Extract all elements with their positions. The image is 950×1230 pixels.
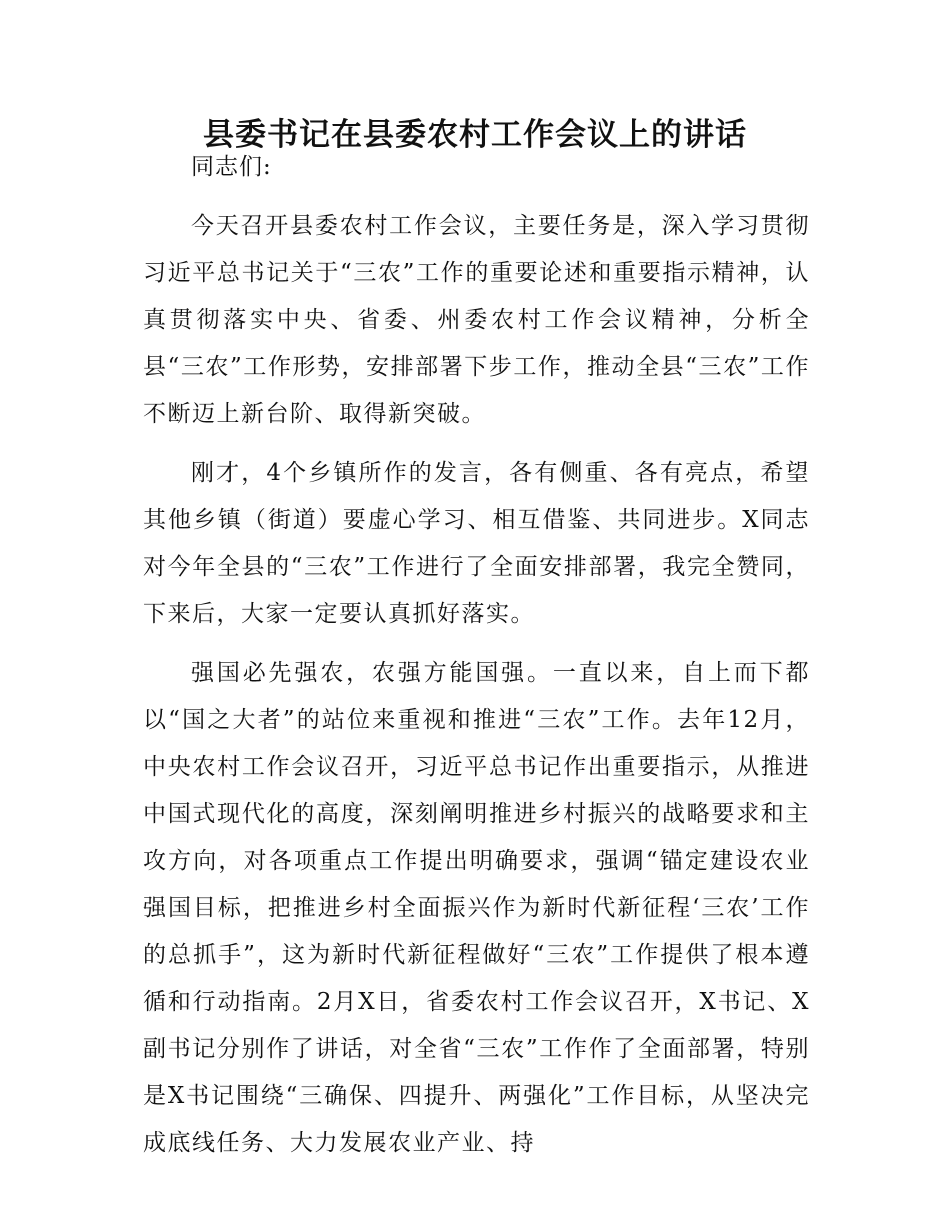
paragraph-speeches: 刚才，4个乡镇所作的发言，各有侧重、各有亮点，希望其他乡镇（街道）要虚心学习、相互借鉴、共同进步。X同志对今年全县的“三农”工作进行了全面安排部署，我完全赞同，下来后，大家一定要认真抓好落实。	[143, 460, 810, 627]
document-body	[143, 144, 810, 1167]
paragraph-opening: 今天召开县委农村工作会议，主要任务是，深入学习贯彻习近平总书记关于“三农”工作的重要论述和重要指示精神，认真贯彻落实中央、省委、州委农村工作会议精神，分析全县“三农”工作形势，安排部署下步工作，推动全县“三农”工作不断迈上新台阶、取得新突破。	[143, 213, 810, 427]
document-title: 县委书记在县委农村工作会议上的讲话	[203, 117, 747, 153]
paragraph-agriculture: 强国必先强农，农强方能国强。一直以来，自上而下都以“国之大者”的站位来重视和推进“三农”工作。去年12月，中央农村工作会议召开，习近平总书记作出重要指示，从推进中国式现代化的高度，深刻阐明推进乡村振兴的战略要求和主攻方向，对各项重点工作提出明确要求，强调“锚定建设农业强国目标，把推进乡村全面振兴作为新时代新征程‘三农’工作的总抓手”，这为新时代新征程做好“三农”工作提供了根本遵循和行动指南。2月X日，省委农村工作会议召开，X书记、X副书记分别作了讲话，对全省“三农”工作作了全面部署，特别是X书记围绕“三确保、四提升、两强化”工作目标，从坚决完成底线任务、大力发展农业产业、持	[143, 660, 810, 1156]
salutation: 同志们:	[191, 154, 272, 180]
